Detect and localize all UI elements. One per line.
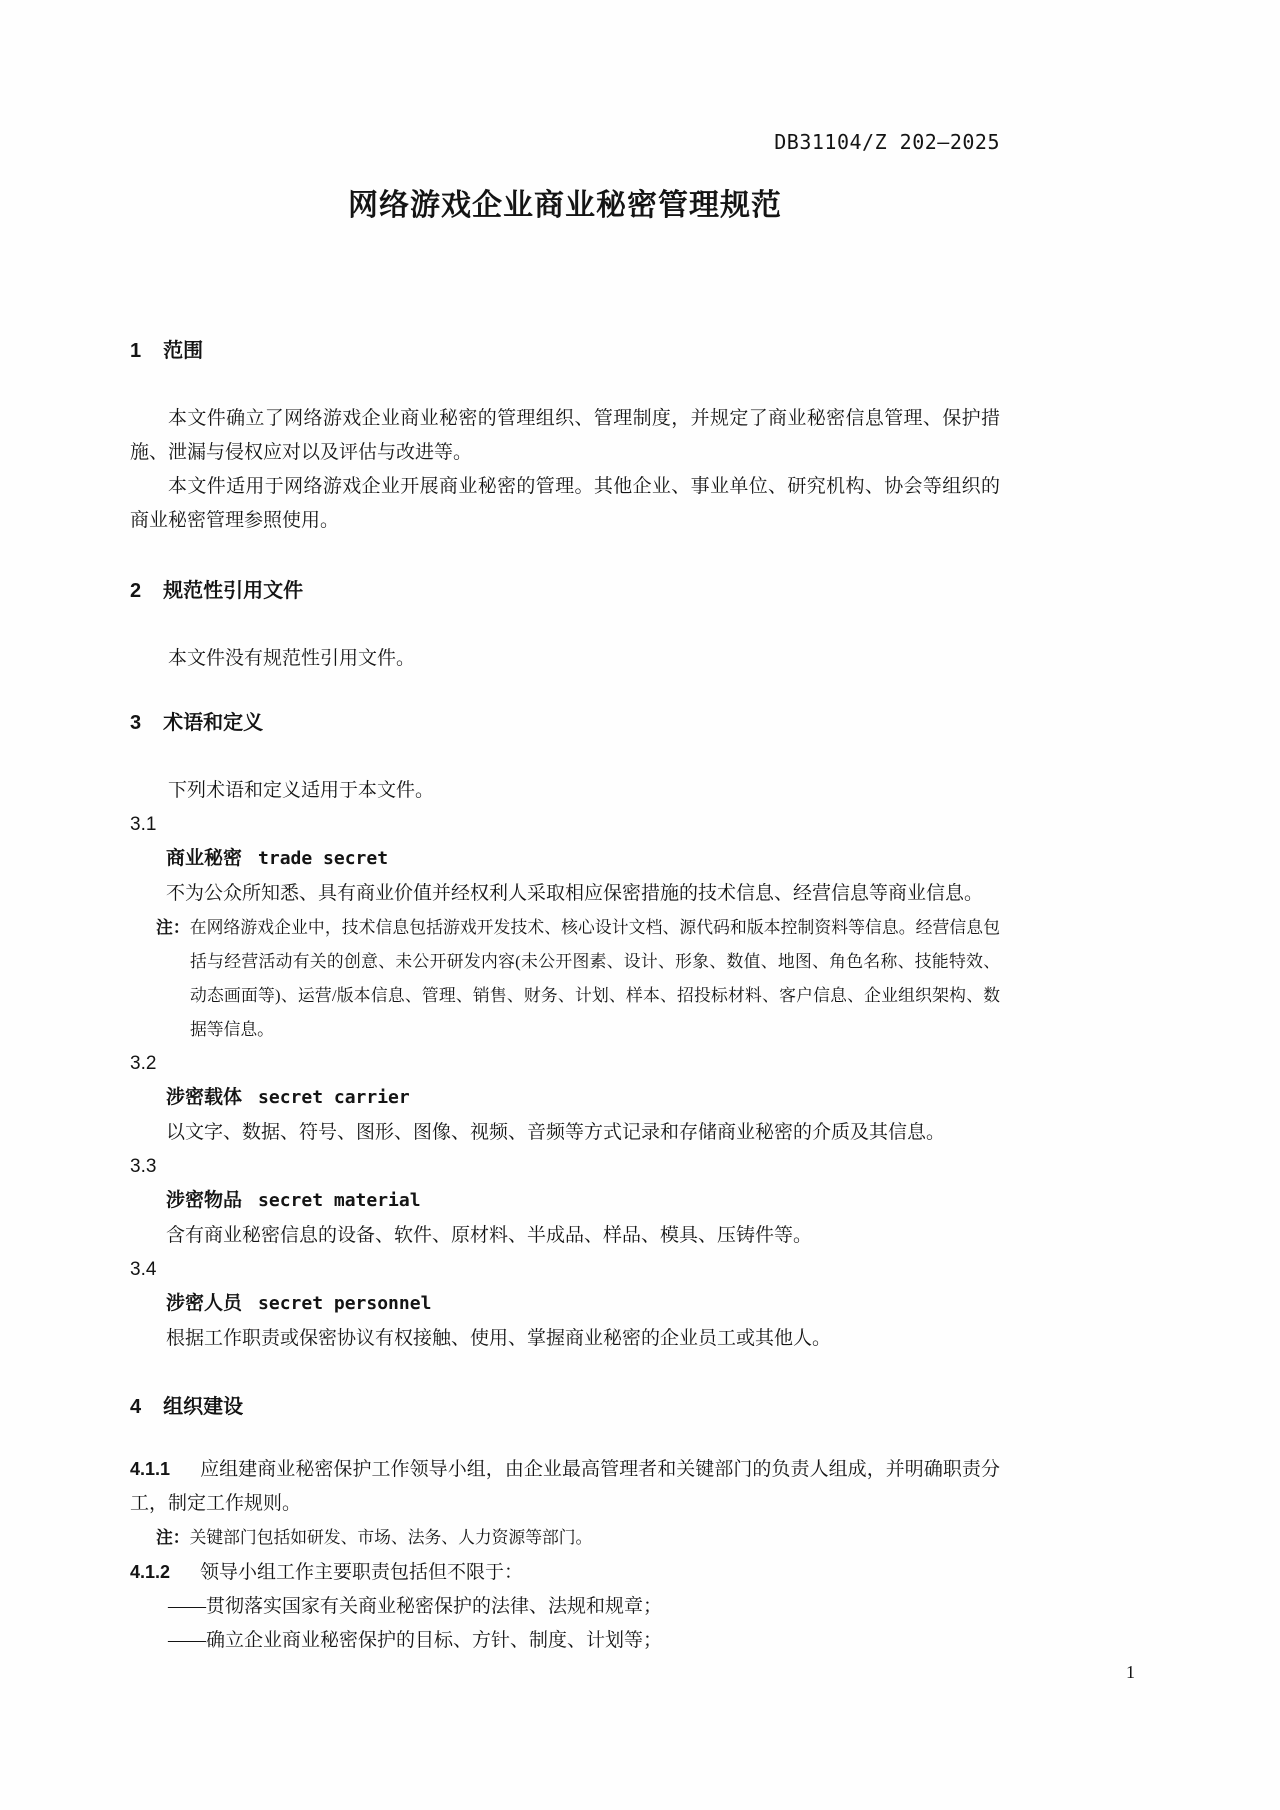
note-text: 关键部门包括如研发、市场、法务、人力资源等部门。: [189, 1528, 593, 1547]
normative-references-paragraph: 本文件没有规范性引用文件。: [168, 648, 416, 669]
section-4-heading: [130, 1394, 1000, 1420]
term-block-3-3: [130, 1150, 1000, 1253]
term-number: 3.2: [130, 1053, 157, 1074]
term-note: [156, 911, 1000, 1047]
term-title: [166, 1081, 1000, 1116]
term-definition: 含有商业秘密信息的设备、软件、原材料、半成品、样品、模具、压铸件等。: [166, 1225, 813, 1246]
note-text: 在网络游戏企业中，技术信息包括游戏开发技术、核心设计文档、源代码和版本控制资料等信息。经营信息包括与经营活动有关的创意、未公开研发内容(未公开图素、设计、形象、数值、地图、角色名称、技能特效、动态画面等)、运营/版本信息、管理、销售、财务、计划、样本、招投标材料、客户信息、企业组织架构、数据等信息。: [189, 918, 1000, 1039]
clause-number: 4.1.1: [130, 1459, 171, 1479]
term-zh-label: 涉密人员: [166, 1293, 243, 1314]
section-3-heading: [130, 710, 1000, 736]
clause-number: 4.1.2: [130, 1562, 171, 1582]
page-number: 1: [1126, 1662, 1135, 1682]
term-block-3-1: [130, 808, 1000, 1047]
term-number: 3.1: [130, 814, 157, 835]
term-number: 3.3: [130, 1156, 157, 1177]
term-title: [166, 842, 1000, 877]
term-block-3-4: [130, 1253, 1000, 1356]
note-label: 注：: [156, 918, 190, 937]
section-number: 4: [130, 1396, 142, 1418]
term-en-label: trade secret: [258, 848, 389, 869]
section-2-heading: [130, 578, 1000, 604]
scope-paragraph-1: 本文件确立了网络游戏企业商业秘密的管理组织、管理制度，并规定了商业秘密信息管理、保护措施、泄漏与侵权应对以及评估与改进等。: [130, 408, 1000, 463]
scope-paragraph-2: 本文件适用于网络游戏企业开展商业秘密的管理。其他企业、事业单位、研究机构、协会等组织的商业秘密管理参照使用。: [130, 476, 1000, 531]
terms-intro-paragraph: 下列术语和定义适用于本文件。: [168, 780, 435, 801]
section-heading-text: 范围: [163, 340, 204, 362]
document-title: 网络游戏企业商业秘密管理规范: [348, 189, 782, 222]
section-heading-text: 术语和定义: [163, 712, 264, 734]
list-item: ——确立企业商业秘密保护的目标、方针、制度、计划等；: [168, 1630, 663, 1651]
term-en-label: secret personnel: [258, 1293, 432, 1314]
term-title: [166, 1287, 1000, 1322]
clause-4-1-2: [130, 1555, 1000, 1590]
term-number: 3.4: [130, 1259, 157, 1280]
note-label: 注：: [156, 1528, 190, 1547]
term-zh-label: 涉密物品: [166, 1190, 243, 1211]
section-number: 1: [130, 340, 142, 362]
term-definition: 以文字、数据、符号、图形、图像、视频、音频等方式记录和存储商业秘密的介质及其信息。: [166, 1122, 946, 1143]
term-en-label: secret carrier: [258, 1087, 410, 1108]
list-item: ——贯彻落实国家有关商业秘密保护的法律、法规和规章；: [168, 1596, 663, 1617]
document-content: [130, 130, 1000, 1658]
term-title: [166, 1184, 1000, 1219]
term-definition: 根据工作职责或保密协议有权接触、使用、掌握商业秘密的企业员工或其他人。: [166, 1328, 832, 1349]
clause-note: [156, 1521, 1000, 1555]
section-number: 2: [130, 580, 142, 602]
term-definition: 不为公众所知悉、具有商业价值并经权利人采取相应保密措施的技术信息、经营信息等商业信息。: [166, 883, 984, 904]
clause-4-1-1: [130, 1452, 1000, 1521]
clause-text: 应组建商业秘密保护工作领导小组，由企业最高管理者和关键部门的负责人组成，并明确职责分工，制定工作规则。: [130, 1459, 1000, 1514]
section-heading-text: 组织建设: [163, 1396, 244, 1418]
term-block-3-2: [130, 1047, 1000, 1150]
section-1-heading: [130, 338, 1000, 364]
term-en-label: secret material: [258, 1190, 421, 1211]
term-zh-label: 涉密载体: [166, 1087, 243, 1108]
clause-text: 领导小组工作主要职责包括但不限于：: [200, 1562, 524, 1583]
term-zh-label: 商业秘密: [166, 848, 243, 869]
doc-code: DB31104/Z 202—2025: [774, 130, 1000, 154]
section-number: 3: [130, 712, 142, 734]
section-heading-text: 规范性引用文件: [163, 580, 304, 602]
